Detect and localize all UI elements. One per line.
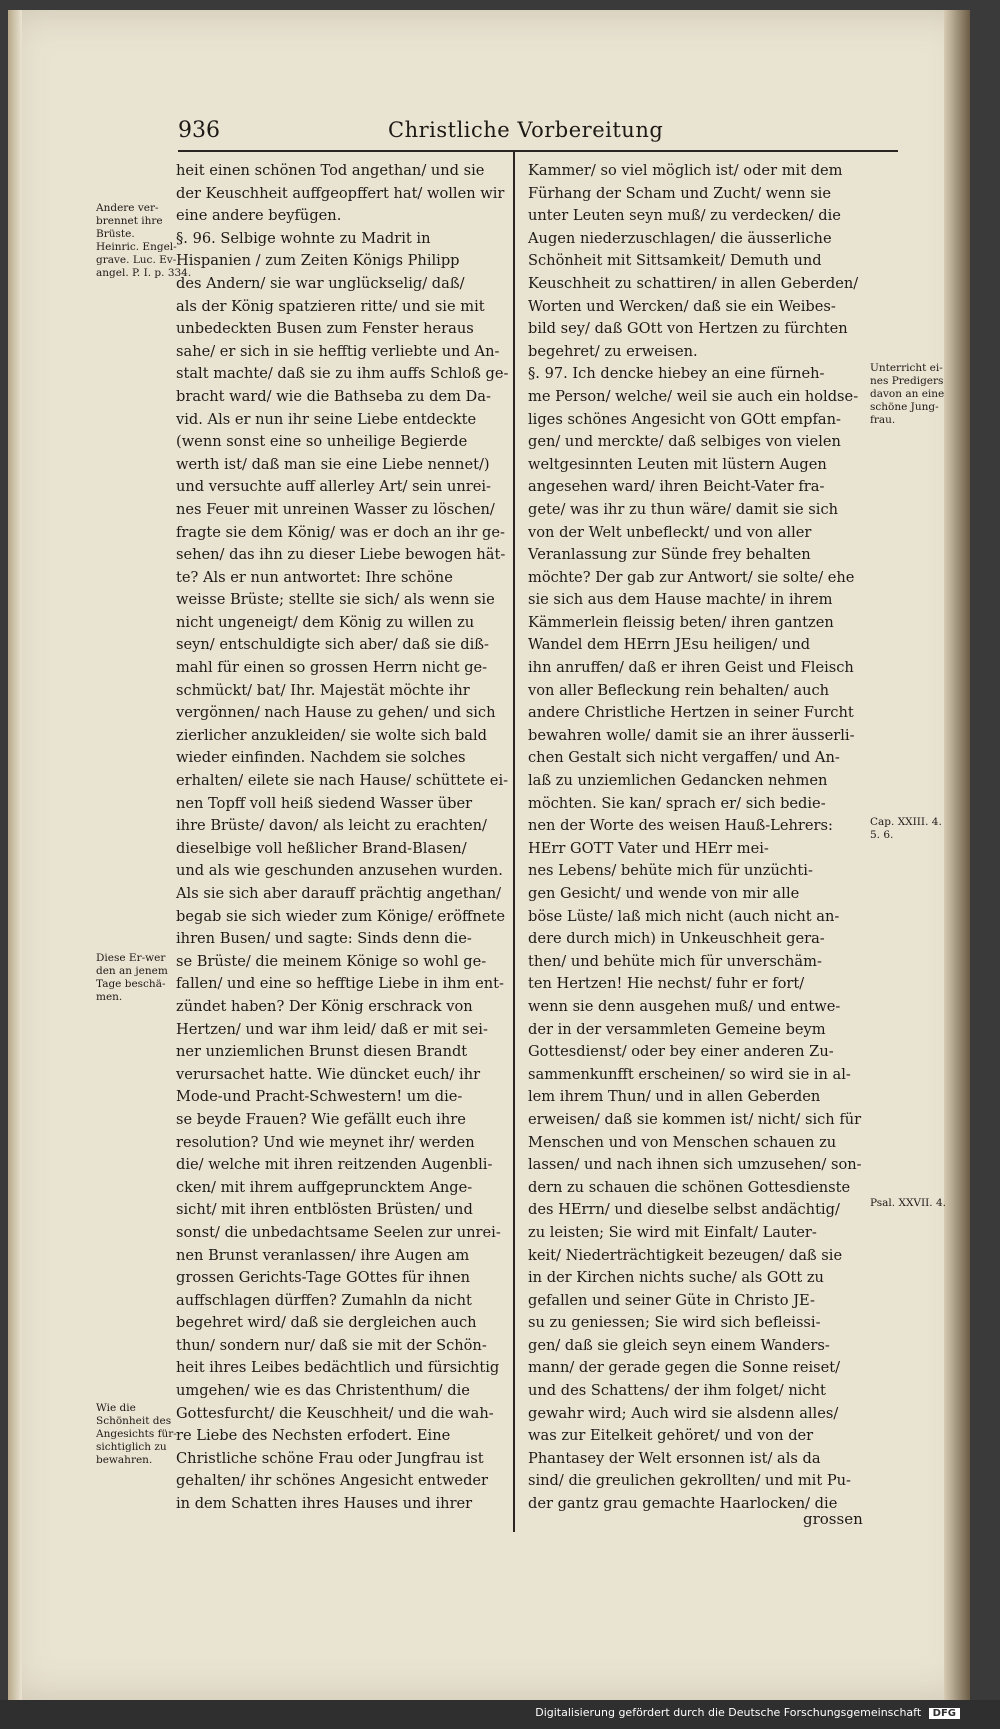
text-line: sahe/ er sich in sie hefftig verliebte und An- <box>176 342 500 360</box>
text-line: fragte sie dem König/ was er doch an ihr ge- <box>176 523 505 541</box>
text-line: sammenkunfft erscheinen/ so wird sie in al- <box>528 1065 851 1083</box>
text-line: gete/ was ihr zu thun wäre/ damit sie sich <box>528 500 839 518</box>
text-line: lem ihrem Thun/ und in allen Geberden <box>528 1088 821 1106</box>
text-line: Phantasey der Welt ersonnen ist/ als da <box>528 1449 821 1467</box>
margin-note-line: Psal. XXVII. 4. <box>870 1197 946 1209</box>
text-line: se beyde Frauen? Wie gefällt euch ihre <box>176 1110 466 1128</box>
text-line: in dem Schatten ihres Hauses und ihrer <box>176 1495 473 1513</box>
margin-note-right-3 <box>870 1197 966 1210</box>
text-line: zündet haben? Der König erschrack von <box>176 997 473 1015</box>
margin-note-line: den an jenem <box>96 965 168 977</box>
text-line: gen Gesicht/ und wende von mir alle <box>528 885 800 902</box>
header-rule <box>178 150 898 152</box>
margin-note-line: sichtiglich zu <box>96 1441 167 1453</box>
text-line: laß zu unziemlichen Gedancken nehmen <box>528 772 828 790</box>
text-line: te? Als er nun antwortet: Ihre schöne <box>176 568 453 586</box>
margin-note-line: grave. Luc. Ev- <box>96 254 177 266</box>
margin-note-line: Schönheit des <box>96 1415 172 1427</box>
margin-note-line: bewahren. <box>96 1454 153 1466</box>
margin-note-right-2 <box>870 816 966 842</box>
margin-note-line: schöne Jung- <box>870 401 939 413</box>
text-line: §. 96. Selbige wohnte zu Madrit in <box>176 229 431 247</box>
margin-note-line: nes Predigers <box>870 375 944 387</box>
text-line: Worten und Wercken/ daß sie ein Weibes- <box>528 297 836 315</box>
text-line: Kämmerlein fleissig beten/ ihren gantzen <box>528 613 834 631</box>
text-line: (wenn sonst eine so unheilige Begierde <box>176 433 468 451</box>
text-line: nen Topff voll heiß siedend Wasser über <box>176 794 473 812</box>
text-line: der Keuschheit auffgeopffert hat/ wollen wir <box>176 184 505 202</box>
text-line: gefallen und seiner Güte in Christo JE- <box>528 1291 815 1309</box>
text-line: der gantz grau gemachte Haarlocken/ die <box>528 1495 838 1513</box>
margin-note-line: Angesichts für- <box>96 1428 177 1440</box>
text-line: dern zu schauen die schönen Gottesdienste <box>528 1178 851 1196</box>
text-line: dieselbige voll heßlicher Brand-Blasen/ <box>176 839 467 857</box>
text-line: Fürhang der Scham und Zucht/ wenn sie <box>528 184 831 202</box>
text-line: sonst/ die unbedachtsame Seelen zur unrei- <box>176 1223 501 1241</box>
text-line: ner unziemlichen Brunst diesen Brandt <box>176 1043 468 1061</box>
text-line: auffschlagen dürffen? Zumahln da nicht <box>176 1291 472 1309</box>
text-line: weisse Brüste; stellte sie sich/ als wenn sie <box>176 591 495 609</box>
text-line: cken/ mit ihrem auffgepruncktem Ange- <box>176 1178 473 1196</box>
page-header <box>8 118 970 150</box>
text-line: bracht ward/ wie die Bathseba zu dem Da- <box>176 387 491 405</box>
margin-note-line: 5. 6. <box>870 829 894 841</box>
text-line: sie sich aus dem Hause machte/ in ihrem <box>528 591 833 609</box>
page-number: 936 <box>178 118 220 143</box>
text-line: werth ist/ daß man sie eine Liebe nennet/) <box>176 455 490 473</box>
text-line: als der König spatzieren ritte/ und sie mit <box>176 297 485 315</box>
margin-note-right-1 <box>870 362 966 427</box>
footer-credit <box>535 1706 960 1719</box>
text-line: des HErrn/ und dieselbe selbst andächtig/ <box>528 1201 840 1219</box>
text-line: Keuschheit zu schattiren/ in allen Geberden/ <box>528 274 859 292</box>
catchword: grossen <box>803 1510 863 1528</box>
text-line: nen der Worte des weisen Hauß-Lehrers: <box>528 817 833 835</box>
text-line: Mode-und Pracht-Schwestern! um die- <box>176 1088 463 1106</box>
text-line: liges schönes Angesicht von GOtt empfan- <box>528 410 841 428</box>
text-line: heit einen schönen Tod angethan/ und sie <box>176 162 485 179</box>
running-title: Christliche Vorbereitung <box>388 118 664 142</box>
text-line: seyn/ entschuldigte sich aber/ daß sie diß- <box>176 636 489 654</box>
text-line: unbedeckten Busen zum Fenster heraus <box>176 320 474 338</box>
text-line: lassen/ und nach ihnen sich umzusehen/ son- <box>528 1156 862 1174</box>
text-line: möchten. Sie kan/ sprach er/ sich bedie- <box>528 794 826 812</box>
text-line: in der Kirchen nichts suche/ als GOtt zu <box>528 1269 824 1287</box>
text-line: umgehen/ wie es das Christenthum/ die <box>176 1382 470 1400</box>
book-page <box>8 10 970 1700</box>
text-line: böse Lüste/ laß mich nicht (auch nicht an- <box>528 907 840 925</box>
text-line: Gottesfurcht/ die Keuschheit/ und die wah- <box>176 1404 494 1422</box>
text-line: mahl für einen so grossen Herrn nicht ge- <box>176 659 488 677</box>
text-line: und als wie geschunden anzusehen wurden. <box>176 862 503 880</box>
text-line: gen/ daß sie gleich seyn einem Wanders- <box>528 1336 830 1354</box>
text-line: Hertzen/ und war ihm leid/ daß er mit sei- <box>176 1020 488 1038</box>
text-line: begehret/ zu erweisen. <box>528 342 698 360</box>
text-line: unter Leuten seyn muß/ zu verdecken/ die <box>528 207 841 225</box>
margin-note-line: angel. P. I. p. 334. <box>96 267 192 279</box>
left-column <box>176 160 507 1516</box>
text-line: stalt machte/ daß sie zu ihm auffs Schloß ge- <box>176 365 509 383</box>
text-line: chen Gestalt sich nicht vergaffen/ und An- <box>528 749 840 767</box>
margin-note-line: Cap. XXIII. 4. <box>870 816 942 828</box>
margin-note-line: brennet ihre <box>96 215 163 227</box>
text-line: vergönnen/ nach Hause zu gehen/ und sich <box>176 704 496 722</box>
text-line: Christliche schöne Frau oder Jungfrau ist <box>176 1449 484 1467</box>
text-line: andere Christliche Hertzen in seiner Furcht <box>528 704 854 722</box>
text-line: zu leisten; Sie wird mit Einfalt/ Lauter- <box>528 1223 817 1241</box>
right-column <box>528 160 866 1516</box>
text-line: ten Hertzen! Hie nechst/ fuhr er fort/ <box>528 975 805 993</box>
text-line: gehalten/ ihr schönes Angesicht entweder <box>176 1472 489 1490</box>
text-line: sicht/ mit ihren entblösten Brüsten/ und <box>176 1201 473 1219</box>
text-line: Kammer/ so viel möglich ist/ oder mit dem <box>528 162 843 179</box>
text-line: begehret wird/ daß sie dergleichen auch <box>176 1314 477 1332</box>
text-line: bild sey/ daß GOtt von Hertzen zu fürchten <box>528 320 848 338</box>
text-line: fallen/ und eine so hefftige Liebe in ihm ent- <box>176 975 504 993</box>
margin-note-line: Brüste. <box>96 228 135 240</box>
text-line: Als sie sich aber darauff prächtig angethan/ <box>176 885 502 902</box>
footer-text: Digitalisierung gefördert durch die Deutsche Forschungsgemeinschaft <box>535 1706 922 1719</box>
text-line: von der Welt unbefleckt/ und von aller <box>528 523 812 541</box>
text-line: weltgesinnten Leuten mit lüstern Augen <box>528 455 827 473</box>
text-line: und des Schattens/ der ihm folget/ nicht <box>528 1382 826 1400</box>
page-fore-edge <box>944 10 970 1700</box>
text-line: was zur Eitelkeit gehöret/ und von der <box>528 1427 814 1445</box>
text-line: vid. Als er nun ihr seine Liebe entdeckte <box>176 410 477 428</box>
text-line: zierlicher anzukleiden/ sie wolte sich bald <box>176 726 488 744</box>
text-line: ihn anruffen/ daß er ihren Geist und Fleisch <box>528 659 854 677</box>
text-line: und versuchte auff allerley Art/ sein unrei- <box>176 478 491 496</box>
text-line: Schönheit mit Sittsamkeit/ Demuth und <box>528 252 822 270</box>
text-line: re Liebe des Nechsten erfodert. Eine <box>176 1427 451 1445</box>
margin-note-left-3 <box>96 1402 177 1467</box>
text-line: verursachet hatte. Wie düncket euch/ ihr <box>176 1065 481 1083</box>
text-line: von aller Befleckung rein behalten/ auch <box>528 681 830 699</box>
text-line: Augen niederzuschlagen/ die äusserliche <box>528 229 832 247</box>
text-line: Hispanien / zum Zeiten Königs Philipp <box>176 252 460 270</box>
text-line: ihren Busen/ und sagte: Sinds denn die- <box>176 930 472 948</box>
margin-note-line: davon an eine <box>870 388 945 400</box>
margin-note-line: Tage beschä- <box>96 978 166 990</box>
text-line: die/ welche mit ihren reitzenden Augenbli- <box>176 1156 493 1174</box>
text-line: grossen Gerichts-Tage GOttes für ihnen <box>176 1269 470 1287</box>
margin-note-line: Heinric. Engel- <box>96 241 177 253</box>
text-line: schmückt/ bat/ Ihr. Majestät möchte ihr <box>176 681 470 699</box>
text-line: HErr GOTT Vater und HErr mei- <box>528 839 769 857</box>
text-line: wieder einfinden. Nachdem sie solches <box>176 749 466 767</box>
text-line: Gottesdienst/ oder bey einer anderen Zu- <box>528 1043 834 1061</box>
text-line: begab sie sich wieder zum Könige/ eröffnete <box>176 907 505 925</box>
text-line: nes Lebens/ behüte mich für unzüchti- <box>528 862 813 880</box>
text-line: eine andere beyfügen. <box>176 207 342 225</box>
text-line: keit/ Niederträchtigkeit bezeugen/ daß sie <box>528 1246 843 1264</box>
text-line: heit ihres Leibes bedächtlich und fürsichtig <box>176 1359 500 1377</box>
text-line: me Person/ welche/ weil sie auch ein holdse- <box>528 387 859 405</box>
text-line: sehen/ das ihn zu dieser Liebe bewogen hät- <box>176 546 506 564</box>
text-line: thun/ sondern nur/ daß sie mit der Schön- <box>176 1336 487 1354</box>
text-line: gewahr wird; Auch wird sie alsdenn alles/ <box>528 1404 839 1422</box>
text-line: Wandel dem HErrn JEsu heiligen/ und <box>528 636 811 654</box>
margin-note-line: Unterricht ei- <box>870 362 943 374</box>
text-line: Menschen und von Menschen schauen zu <box>528 1133 837 1151</box>
margin-note-left-2 <box>96 952 174 1004</box>
page-gutter <box>8 10 22 1700</box>
text-line: erhalten/ eilete sie nach Hause/ schüttete ei- <box>176 772 509 790</box>
text-line: gen/ und merckte/ daß selbiges von vielen <box>528 433 841 451</box>
text-line: ihre Brüste/ davon/ als leicht zu erachten/ <box>176 817 487 835</box>
text-line: se Brüste/ die meinem Könige so wohl ge- <box>176 952 487 970</box>
margin-note-line: Wie die <box>96 1402 136 1414</box>
text-line: sind/ die greulichen gekrollten/ und mit Pu- <box>528 1472 851 1490</box>
text-line: dere durch mich) in Unkeuschheit gera- <box>528 930 825 948</box>
text-line: nicht ungeneigt/ dem König zu willen zu <box>176 613 475 631</box>
margin-note-line: Andere ver- <box>96 202 159 214</box>
margin-note-line: men. <box>96 991 123 1003</box>
text-line: §. 97. Ich dencke hiebey an eine fürneh- <box>528 365 825 383</box>
margin-note-line: Diese Er-wer <box>96 952 166 964</box>
margin-note-line: frau. <box>870 414 896 426</box>
text-line: bewahren wolle/ damit sie an ihrer äusserli- <box>528 726 855 744</box>
margin-note-left-1 <box>96 202 192 280</box>
text-line: angesehen ward/ ihren Beicht-Vater fra- <box>528 478 825 496</box>
text-line: nes Feuer mit unreinen Wasser zu löschen/ <box>176 500 495 518</box>
text-line: des Andern/ sie war unglückselig/ daß/ <box>176 274 465 292</box>
text-line: erweisen/ daß sie kommen ist/ nicht/ sich für <box>528 1110 862 1128</box>
dfg-logo: DFG <box>929 1708 960 1719</box>
text-line: der in der versammleten Gemeine beym <box>528 1020 826 1038</box>
text-line: wenn sie denn ausgehen muß/ und entwe- <box>528 997 841 1015</box>
text-line: möchte? Der gab zur Antwort/ sie solte/ ehe <box>528 568 855 586</box>
text-line: resolution? Und wie meynet ihr/ werden <box>176 1133 475 1151</box>
text-line: Veranlassung zur Sünde frey behalten <box>528 546 811 564</box>
text-line: mann/ der gerade gegen die Sonne reiset/ <box>528 1359 841 1377</box>
text-line: nen Brunst veranlassen/ ihre Augen am <box>176 1246 470 1264</box>
column-divider <box>513 152 515 1532</box>
text-line: su zu geniessen; Sie wird sich befleissi- <box>528 1314 821 1332</box>
text-line: then/ und behüte mich für unverschäm- <box>528 952 822 970</box>
